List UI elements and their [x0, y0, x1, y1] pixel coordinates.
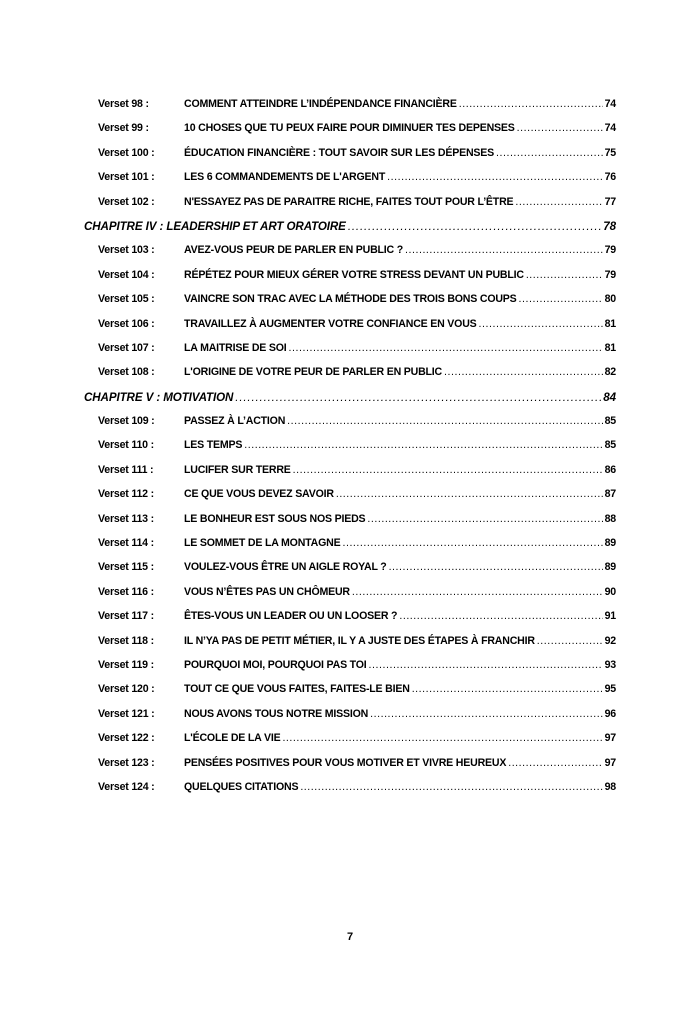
toc-page-number: 92 — [604, 634, 616, 647]
dot-leader — [369, 659, 603, 671]
toc-page-number: 97 — [604, 756, 616, 769]
toc-page-number: 96 — [604, 707, 616, 720]
toc-entry[interactable] — [84, 586, 616, 610]
toc-entry-label: Verset 121 : — [98, 707, 155, 720]
toc-entry-label: Verset 108 : — [98, 366, 155, 379]
dot-leader — [405, 244, 603, 256]
toc-entry-title: 10 CHOSES QUE TU PEUX FAIRE POUR DIMINUER TES DEPENSES — [184, 122, 515, 135]
dot-leader — [519, 293, 603, 305]
toc-page-number: 85 — [604, 439, 616, 452]
dot-leader — [412, 683, 603, 695]
toc-entry[interactable] — [84, 513, 616, 537]
toc-entry-title: QUELQUES CITATIONS — [184, 780, 299, 793]
dot-leader — [289, 342, 603, 354]
toc-entry-label: Verset 115 : — [98, 561, 154, 574]
toc-entry[interactable] — [84, 781, 616, 805]
dot-leader — [496, 147, 603, 159]
dot-leader — [244, 439, 602, 451]
toc-entry-label: Verset 105 : — [98, 293, 155, 306]
toc-chapter-title: CHAPITRE V : MOTIVATION — [84, 390, 234, 404]
dot-leader — [387, 171, 602, 183]
toc-entry-label: Verset 100 : — [98, 146, 155, 159]
dot-leader — [479, 318, 603, 330]
toc-page-number: 76 — [604, 171, 616, 184]
dot-leader — [459, 98, 603, 110]
toc-chapter-heading[interactable] — [84, 220, 616, 244]
toc-entry-label: Verset 118 : — [98, 634, 154, 647]
dot-leader — [537, 635, 603, 647]
toc-entry-title: TRAVAILLEZ À AUGMENTER VOTRE CONFIANCE EN VOUS — [184, 317, 477, 330]
dot-leader — [370, 708, 602, 720]
dot-leader — [389, 561, 603, 573]
toc-page-number: 95 — [604, 683, 616, 696]
toc-page-number: 81 — [604, 317, 616, 330]
toc-entry-title: LA MAITRISE DE SOI — [184, 341, 287, 354]
toc-entry-title: ÊTES-VOUS UN LEADER OU UN LOOSER ? — [184, 610, 398, 623]
toc-entry-title: PENSÉES POSITIVES POUR VOUS MOTIVER ET VIVRE HEUREUX — [184, 756, 507, 769]
toc-entry-title: CE QUE VOUS DEVEZ SAVOIR — [184, 488, 334, 501]
toc-entry-title: ÉDUCATION FINANCIÈRE : TOUT SAVOIR SUR LES DÉPENSES — [184, 146, 494, 159]
toc-page-number: 79 — [604, 268, 616, 281]
toc-entry[interactable] — [84, 610, 616, 634]
toc-entry-label: Verset 113 : — [98, 512, 154, 525]
toc-entry-title: COMMENT ATTEINDRE L’INDÉPENDANCE FINANCIÈRE — [184, 98, 457, 110]
toc-entry-label: Verset 101 : — [98, 171, 155, 184]
toc-page-number: 87 — [604, 488, 616, 501]
toc-entry[interactable] — [84, 464, 616, 488]
dot-leader — [367, 513, 602, 525]
toc-entry[interactable] — [84, 415, 616, 439]
toc-page-number: 77 — [604, 195, 616, 208]
toc-entry-title: VOUS N’ÊTES PAS UN CHÔMEUR — [184, 585, 350, 598]
toc-entry-title: TOUT CE QUE VOUS FAITES, FAITES-LE BIEN — [184, 683, 410, 696]
toc-page-number: 79 — [604, 244, 616, 257]
toc-page-number: 74 — [604, 98, 616, 110]
toc-page-number: 98 — [604, 780, 616, 793]
dot-leader — [526, 269, 603, 281]
toc-entry[interactable] — [84, 683, 616, 707]
toc-entry-label: Verset 124 : — [98, 780, 155, 793]
dot-leader — [399, 610, 602, 622]
toc-entry[interactable] — [84, 342, 616, 366]
toc-page-number: 80 — [604, 293, 616, 306]
toc-entry-title: LE SOMMET DE LA MONTAGNE — [184, 537, 341, 550]
toc-page-number: 90 — [604, 585, 616, 598]
toc-page-number: 82 — [604, 366, 616, 379]
dot-leader — [348, 220, 601, 233]
toc-entry-label: Verset 109 : — [98, 415, 155, 428]
toc-entry[interactable] — [84, 732, 616, 756]
toc-entry[interactable] — [84, 147, 616, 171]
toc-entry-title: RÉPÉTEZ POUR MIEUX GÉRER VOTRE STRESS DEVANT UN PUBLIC — [184, 268, 524, 281]
toc-entry-label: Verset 110 : — [98, 439, 154, 452]
toc-entry-title: PASSEZ À L’ACTION — [184, 415, 286, 428]
page-number: 7 — [346, 931, 354, 943]
dot-leader — [293, 464, 603, 476]
dot-leader — [336, 488, 603, 500]
toc-entry-label: Verset 123 : — [98, 756, 155, 769]
toc-entry[interactable] — [84, 757, 616, 781]
toc-page-number: 86 — [604, 463, 616, 476]
toc-chapter-title: CHAPITRE IV : LEADERSHIP ET ART ORATOIRE — [84, 219, 346, 233]
toc-entry-title: LES 6 COMMANDEMENTS DE L'ARGENT — [184, 171, 386, 184]
toc-entry-title: IL N’YA PAS DE PETIT MÉTIER, IL Y A JUSTE DES ÉTAPES À FRANCHIR — [184, 634, 535, 647]
toc-entry[interactable] — [84, 98, 616, 122]
toc-entry[interactable] — [84, 196, 616, 220]
toc-entry-label: Verset 112 : — [98, 488, 154, 501]
toc-entry[interactable] — [84, 293, 616, 317]
dot-leader — [342, 537, 602, 549]
toc-entry[interactable] — [84, 318, 616, 342]
toc-entry[interactable] — [84, 366, 616, 390]
toc-entry[interactable] — [84, 635, 616, 659]
toc-entry-title: POURQUOI MOI, POURQUOI PAS TOI — [184, 658, 367, 671]
toc-entry[interactable] — [84, 244, 616, 268]
toc-entry-label: Verset 106 : — [98, 317, 155, 330]
table-of-contents — [84, 98, 616, 805]
toc-entry[interactable] — [84, 171, 616, 195]
toc-entry-label: Verset 111 : — [98, 463, 154, 476]
toc-entry-title: AVEZ-VOUS PEUR DE PARLER EN PUBLIC ? — [184, 244, 404, 257]
toc-chapter-heading[interactable] — [84, 391, 616, 415]
toc-entry-label: Verset 99 : — [98, 122, 149, 135]
toc-page-number: 88 — [604, 512, 616, 525]
toc-entry[interactable] — [84, 537, 616, 561]
dot-leader — [300, 781, 602, 793]
dot-leader — [517, 122, 603, 134]
dot-leader — [515, 196, 602, 208]
toc-entry-label: Verset 122 : — [98, 732, 155, 745]
toc-entry[interactable] — [84, 561, 616, 585]
toc-entry-label: Verset 98 : — [98, 98, 149, 110]
toc-entry-title: L'ÉCOLE DE LA VIE — [184, 732, 281, 745]
toc-entry[interactable] — [84, 708, 616, 732]
dot-leader — [352, 586, 603, 598]
toc-entry-title: VOULEZ-VOUS ÊTRE UN AIGLE ROYAL ? — [184, 561, 387, 574]
toc-entry-title: LUCIFER SUR TERRE — [184, 463, 291, 476]
toc-page-number: 97 — [604, 732, 616, 745]
toc-page-number: 91 — [604, 610, 616, 623]
dot-leader — [287, 415, 602, 427]
dot-leader — [508, 757, 602, 769]
toc-page-number: 74 — [604, 122, 616, 135]
toc-entry[interactable] — [84, 122, 616, 146]
dot-leader — [282, 732, 602, 744]
toc-page-number: 89 — [604, 561, 616, 574]
toc-entry-label: Verset 103 : — [98, 244, 155, 257]
toc-entry[interactable] — [84, 269, 616, 293]
toc-entry-label: Verset 120 : — [98, 683, 155, 696]
toc-page-number: 85 — [604, 415, 616, 428]
dot-leader — [235, 391, 601, 404]
toc-page-number: 93 — [604, 658, 616, 671]
toc-page-number: 89 — [604, 537, 616, 550]
toc-entry[interactable] — [84, 488, 616, 512]
toc-entry-title: L'ORIGINE DE VOTRE PEUR DE PARLER EN PUBLIC — [184, 366, 443, 379]
toc-entry[interactable] — [84, 659, 616, 683]
toc-page-number: 78 — [603, 219, 616, 233]
toc-entry-label: Verset 107 : — [98, 341, 155, 354]
toc-entry-label: Verset 116 : — [98, 585, 154, 598]
toc-entry-label: Verset 104 : — [98, 268, 155, 281]
toc-entry[interactable] — [84, 439, 616, 463]
toc-entry-title: VAINCRE SON TRAC AVEC LA MÉTHODE DES TROIS BONS COUPS — [184, 293, 517, 306]
toc-entry-label: Verset 102 : — [98, 195, 155, 208]
toc-entry-label: Verset 117 : — [98, 610, 154, 623]
toc-entry-label: Verset 114 : — [98, 537, 154, 550]
dot-leader — [444, 366, 603, 378]
toc-page-number: 84 — [603, 390, 616, 404]
toc-page-number: 75 — [604, 146, 616, 159]
toc-entry-title: NOUS AVONS TOUS NOTRE MISSION — [184, 707, 369, 720]
toc-entry-title: LE BONHEUR EST SOUS NOS PIEDS — [184, 512, 366, 525]
toc-entry-title: N'ESSAYEZ PAS DE PARAITRE RICHE, FAITES TOUT POUR L’ÊTRE — [184, 195, 514, 208]
toc-page-number: 81 — [604, 341, 616, 354]
toc-entry-label: Verset 119 : — [98, 658, 154, 671]
toc-entry-title: LES TEMPS — [184, 439, 243, 452]
